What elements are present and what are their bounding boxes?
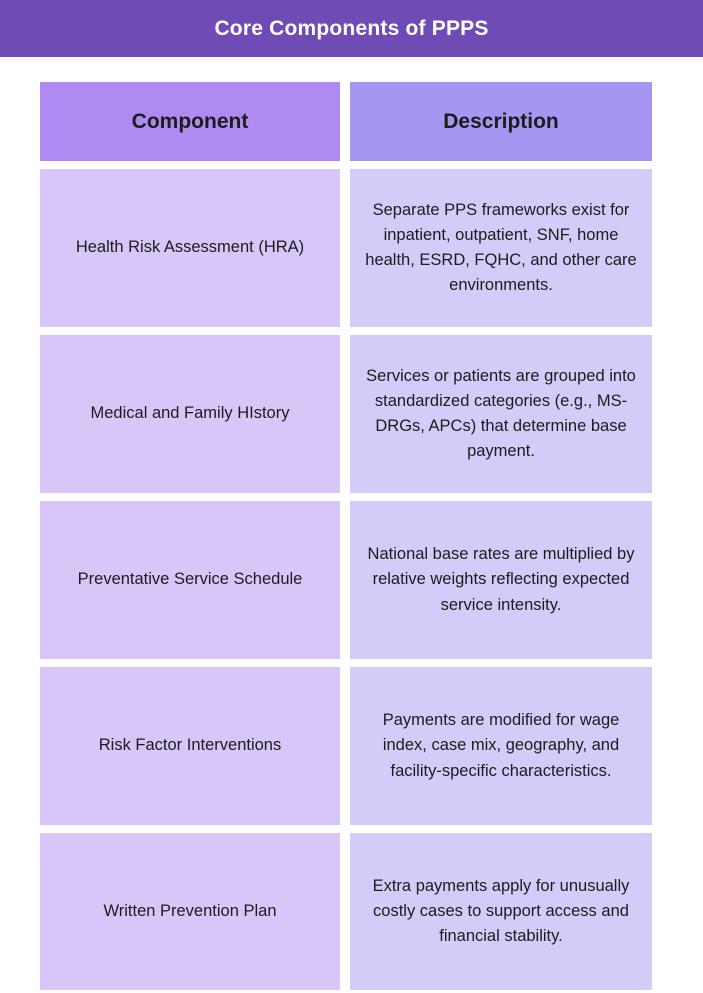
column-header-description-label: Description — [443, 109, 559, 133]
cell-description — [350, 501, 652, 659]
cell-component — [40, 667, 340, 825]
cell-component-text: Medical and Family HIstory — [90, 404, 290, 423]
cell-description-text: Payments are modified for wage index, case mix, geography, and facility-specific characteristics. — [382, 711, 620, 780]
column-header-component-label: Component — [131, 109, 249, 133]
title-banner — [0, 0, 703, 57]
cell-component-text: Written Prevention Plan — [103, 901, 277, 920]
cell-description — [350, 169, 652, 327]
table-row — [40, 667, 652, 825]
cell-component-text: Risk Factor Interventions — [98, 736, 282, 755]
cell-component-text: Preventative Service Schedule — [77, 570, 303, 589]
table-row — [40, 501, 652, 659]
table-row — [40, 169, 652, 327]
cell-description-text: Separate PPS frameworks exist for inpatient, outpatient, SNF, home health, ESRD, FQHC, and other care environments. — [365, 200, 637, 295]
cell-component-text: Health Risk Assessment (HRA) — [75, 238, 305, 257]
table-row — [40, 833, 652, 990]
column-header-description — [350, 82, 652, 161]
table-row — [40, 335, 652, 493]
cell-component — [40, 169, 340, 327]
cell-component — [40, 833, 340, 990]
page-title: Core Components of PPPS — [214, 17, 489, 40]
cell-component — [40, 335, 340, 493]
cell-description — [350, 667, 652, 825]
components-table — [40, 82, 652, 990]
cell-description-text: National base rates are multiplied by relative weights reflecting expected service intensity. — [367, 545, 635, 614]
cell-description — [350, 335, 652, 493]
cell-description — [350, 833, 652, 990]
table-header-row — [40, 82, 652, 161]
cell-component — [40, 501, 340, 659]
cell-description-text: Extra payments apply for unusually costly cases to support access and financial stability. — [372, 876, 630, 946]
cell-description-text: Services or patients are grouped into standardized categories (e.g., MS-DRGs, APCs) that determine base payment. — [366, 366, 636, 461]
column-header-component — [40, 82, 340, 161]
